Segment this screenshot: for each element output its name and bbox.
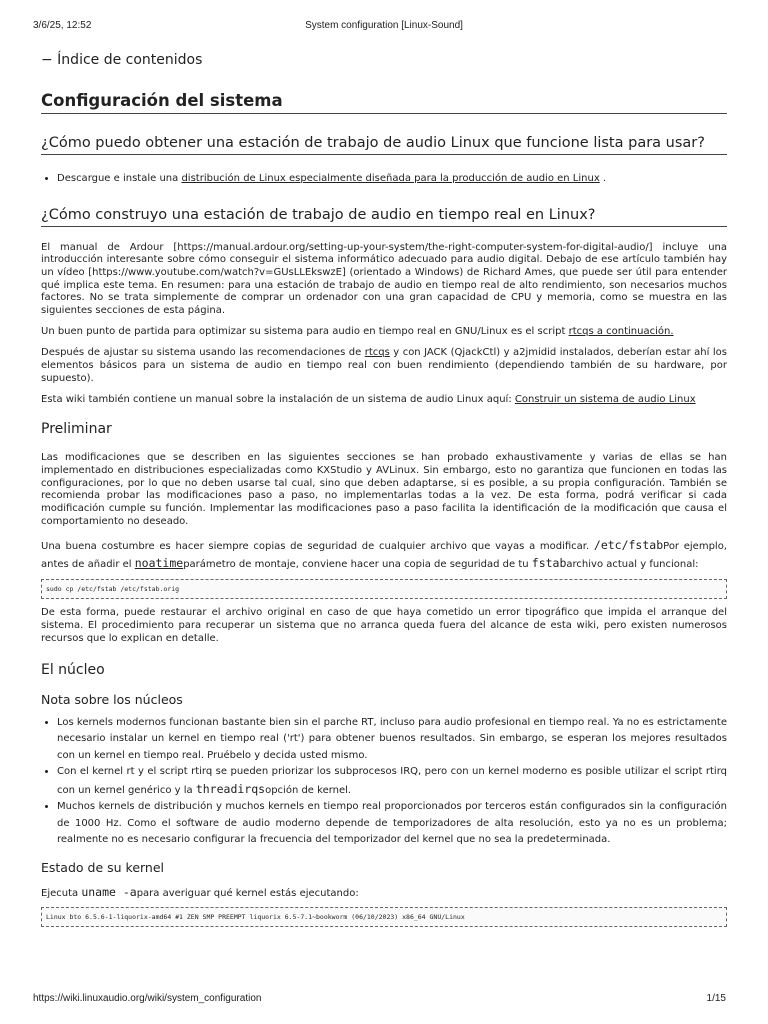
print-date: 3/6/25, 12:52 [33,20,92,31]
list-item: • Descargue e instale una distribución de Linux especialmente diseñada para la producción de audio en Linux . [57,169,727,189]
paragraph-backup: Una buena costumbre es hacer siempre copias de seguridad de cualquier archivo que vayas a modificar. /etc/fstabPor ejemplo, antes de añadir el noatimeparámetro de montaje, conviene hacer una copia de seguridad de tu fstabarchivo actual y funcional: [41,538,727,571]
section-heading-kernel-state: Estado de su kernel [41,859,165,875]
kernel-notes-list [41,715,727,849]
list-item: • Muchos kernels de distribución y muchos kernels en tiempo real proporcionados por terceros están configurados sin la configuración de 1000 Hz. Como el software de audio moderno depende de temporizadores de alta resolución, esto ya no es un problema; realmente no es necesario configurar la frecuencia del temporizador del kernel que no sea la predeterminada. [57,799,727,849]
print-header [33,20,735,34]
section-heading-preliminary: Preliminar [41,421,112,438]
download-list [41,169,727,189]
inline-code-noatime: noatime [134,556,184,571]
list-item: • Con el kernel rt y el script rtirq se pueden priorizar los subprocesos IRQ, pero con un kernel moderno es posible utilizar el script rtirq con un kernel genérico y la threadirqsopción de kernel. [57,764,727,799]
toc-toggle[interactable]: − Índice de contenidos [41,52,203,68]
paragraph-modifications: Las modificaciones que se describen en las siguientes secciones se han probado exhaustivamente y varias de ellas se han implementado en distribuciones especializadas como KXStudio y AVLinux. Sin embargo, esto no garantiza que funcionen en todas las configuraciones, por lo que no deben usarse tal cual, sino que deben adaptarse, si es posible, a su propia configuración. También se recomienda probar las modificaciones paso a paso, no implementarlas todas a la vez. De esta forma, podrá verificar si cada modificación cumple su función. Implementar las modificaciones paso a paso facilita la identificación de la modificación que causa el comportamiento no deseado. [41,452,727,527]
section-heading-ready-workstation: ¿Cómo puedo obtener una estación de trabajo de audio Linux que funcione lista para usar? [41,133,727,155]
inline-code-fstab: fstab [531,556,567,571]
paragraph-uname: Ejecuta uname -apara averiguar qué kernel estás ejecutando: [41,884,359,899]
rtcqs-link[interactable]: rtcqs [364,347,390,359]
print-page-number: 1/15 [706,993,726,1004]
code-block-backup: sudo cp /etc/fstab /etc/fstab.orig [41,579,727,599]
page-title: Configuración del sistema [41,90,727,114]
page-content [41,48,727,927]
code-block-uname-output: Linux bto 6.5.6-1-liquorix-amd64 #1 ZEN SMP PREEMPT liquorix 6.5-7.1~bookworm (06/10/2023) x86_64 GNU/Linux [41,907,727,927]
paragraph-restore: De esta forma, puede restaurar el archivo original en caso de que haya cometido un error tipográfico que impida el arranque del sistema. El procedimiento para recuperar un sistema que no arranca queda fuera del alcance de esta wiki, pero existen numerosos recursos que lo explican en detalle. [41,607,727,644]
print-url: https://wiki.linuxaudio.org/wiki/system_configuration [33,993,262,1004]
section-heading-kernel: El núcleo [41,661,105,678]
section-heading-kernel-note: Nota sobre los núcleos [41,691,183,707]
paragraph-after-adjust: Después de ajustar su sistema usando las recomendaciones de rtcqs y con JACK (QjackCtl) y a2jmidid instalados, deberían estar ahí los elementos básicos para un sistema de audio en tiempo real con buen rendimiento (dependiendo también de su hardware, por supuesto). [41,347,727,384]
list-item: • Los kernels modernos funcionan bastante bien sin el parche RT, incluso para audio profesional en tiempo real. Ya no es estrictamente necesario instalar un kernel en tiempo real ('rt') para obtener buenos resultados. Sin embargo, se esperan los mejores resultados con un kernel en tiempo real. Pruébelo y decida usted mismo. [57,715,727,765]
build-audio-system-link[interactable]: Construir un sistema de audio Linux [514,393,696,405]
inline-code-threadirqs: threadirqs [195,781,266,796]
paragraph-wiki-manual: Esta wiki también contiene un manual sobre la instalación de un sistema de audio Linux aquí: Construir un sistema de audio Linux [41,393,696,405]
print-title: System configuration [Linux-Sound] [305,20,463,31]
inline-code-etc-fstab: /etc/fstab [593,538,664,553]
paragraph-rtcqs: Un buen punto de partida para optimizar su sistema para audio en tiempo real en GNU/Linux es el script rtcqs a continuación. [41,325,674,337]
print-footer [33,993,735,1007]
inline-code-uname: uname -a [81,884,137,899]
paragraph-ardour: El manual de Ardour [https://manual.ardour.org/setting-up-your-system/the-right-computer-system-for-digital-audio/] incluye una introducción interesante sobre cómo conseguir el sistema informático adecuado para audio digital. Debajo de ese artículo también hay un vídeo [https://www.youtube.com/watch?v=GUsLLEkswzE] (orientado a Windows) de Richard Ames, que puede ser útil para entender qué implica este tema. En resumen: para una estación de trabajo de audio en tiempo real de alto rendimiento, son necesarios muchos factores. No se trata simplemente de comprar un ordenador con una gran capacidad de CPU y memoria, como se muestra en las siguientes secciones de esta página. [41,241,727,317]
rtcqs-below-link[interactable]: rtcqs a continuación. [568,325,674,337]
section-heading-build-workstation: ¿Cómo construyo una estación de trabajo de audio en tiempo real en Linux? [41,205,727,227]
distribution-link[interactable]: distribución de Linux especialmente diseñada para la producción de audio en Linux [181,173,600,184]
